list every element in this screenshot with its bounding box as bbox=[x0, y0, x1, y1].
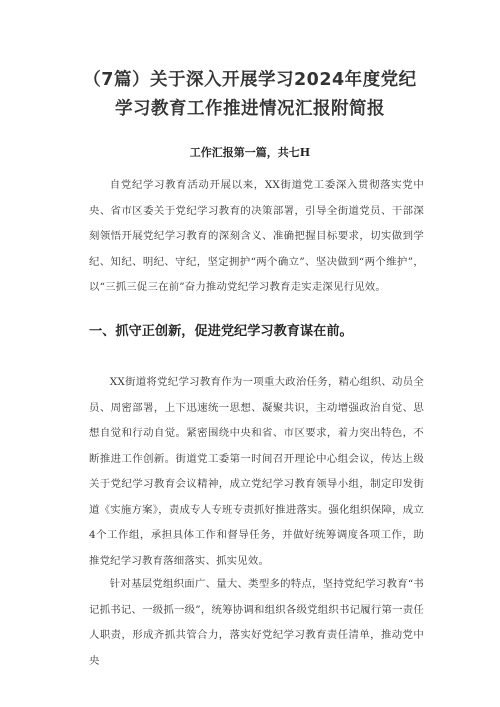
paragraph-body-continued: 针对基层党组织面广、量大、类型多的特点，坚持党纪学习教育“书记抓书记、一级抓一级”，统筹协调和组织各级党组织书记履行第一责任人职责，形成齐抓共管合力，落实好党纪学习教育责任清单，推动党中央 bbox=[89, 578, 424, 667]
paragraph-intro: 自党纪学习教育活动开展以来，XX街道党工委深入贯彻落实党中央、省市区委关于党纪学习教育的决策部署，引导全街道党员、干部深刻领悟开展党纪学习教育的深刻含义、准确把握目标要求，切实做到学纪、知纪、明纪、守纪，坚定拥护“两个确立”、坚决做到“两个维护”，以“三抓三促三在前”奋力推动党纪学习教育走实走深见行见效。 bbox=[89, 179, 424, 293]
section-heading: 一、抓守正创新，促进党纪学习教育谋在前。 bbox=[89, 324, 353, 339]
paragraph-body: XX街道将党纪学习教育作为一项重大政治任务，精心组织、动员全员、周密部署，上下迅速统一思想、凝聚共识，主动增强政治自觉、思想自觉和行动自觉。紧密围绕中央和省、市区要求，着力突出特色，不断推进工作创新。街道党工委第一时间召开理论中心组会议，传达上级关于党纪学习教育会议精神，成立党纪学习教育领导小组，制定印发街道《实施方案》，责成专人专班专责抓好推进落实。强化组织保障，成立4个工作组，承担具体工作和督导任务，并做好统筹调度各项工作，助推党纪学习教育落细落实、抓实见效。 bbox=[89, 376, 424, 567]
document-subtitle: 工作汇报第一篇，共七H bbox=[189, 146, 311, 159]
document-title-line1: （7篇）关于深入开展学习2024年度党纪 bbox=[83, 70, 417, 90]
document-title-line2: 学习教育工作推进情况汇报附简报 bbox=[115, 99, 385, 119]
